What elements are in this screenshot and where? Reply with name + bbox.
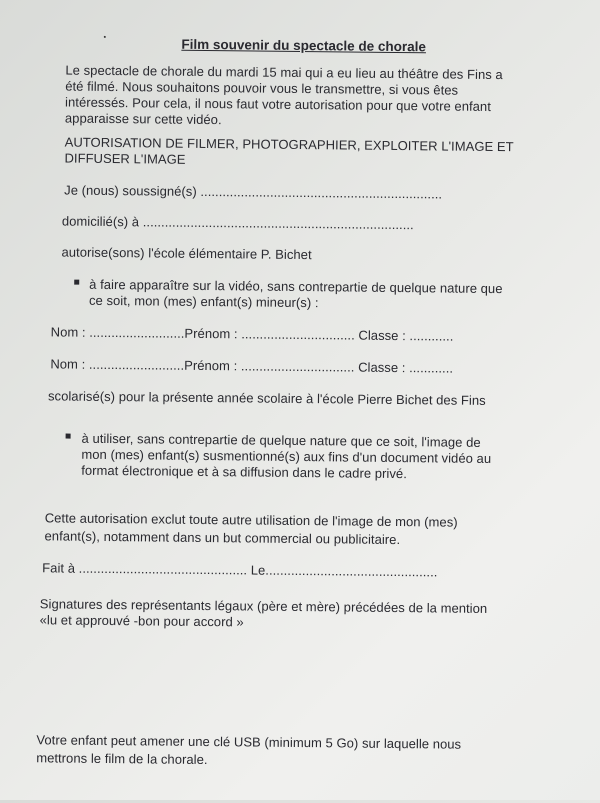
authorization-heading-2: DIFFUSER L'IMAGE: [64, 150, 186, 167]
child-line-1: Nom : ..........................Prénom : ............................... Classe : ............: [50, 324, 454, 344]
bullet1-line-2: ce soit, mon (mes) enfant(s) mineur(s) :: [88, 292, 319, 311]
bullet2-line-3: format électronique et à sa diffusion dans le cadre privé.: [81, 462, 408, 482]
signatures-line-2: «lu et approuvé -bon pour accord »: [39, 612, 244, 630]
bullet2-line-1: à utiliser, sans contrepartie de quelque nature que ce soit, l'image de: [81, 430, 481, 450]
child-line-2: Nom : ..........................Prénom : ............................... Classe : ............: [50, 356, 454, 376]
usb-note-line-1: Votre enfant peut amener une clé USB (minimum 5 Go) sur laquelle nous: [36, 732, 462, 752]
authorize-statement: autorise(sons) l'école élémentaire P. Bichet: [61, 244, 312, 263]
bullet-marker: [66, 434, 71, 439]
authorization-heading-1: AUTORISATION DE FILMER, PHOTOGRAPHIER, EXPLOITER L'IMAGE ET: [64, 134, 514, 155]
done-at-field: Fait à .............................................. Le...............................................: [42, 560, 438, 580]
intro-line-1: Le spectacle de chorale du mardi 15 mai qui a eu lieu au théâtre des Fins a: [65, 62, 503, 83]
intro-line-3: intéressés. Pour cela, il nous faut votre autorisation pour que votre enfant: [65, 94, 491, 114]
exclusion-line-2: enfant(s), notamment dans un but commercial ou publicitaire.: [44, 528, 401, 548]
signatures-line-1: Signatures des représentants légaux (père et mère) précédées de la mention: [39, 596, 488, 616]
exclusion-line-1: Cette autorisation exclut toute autre utilisation de l'image de mon (mes): [44, 510, 458, 530]
intro-line-4: apparaisse sur cette vidéo.: [64, 110, 222, 128]
usb-note-line-2: mettrons le film de la chorale.: [36, 750, 208, 768]
undersigned-field: Je (nous) soussigné(s) ..................................................................: [64, 182, 443, 202]
schooled-statement: scolarisé(s) pour la présente année scolaire à l'école Pierre Bichet des Fins: [47, 388, 486, 408]
document-title: Film souvenir du spectacle de chorale: [181, 36, 427, 55]
domicile-field: domicilié(s) à ..........................................................................: [61, 213, 414, 233]
intro-line-2: été filmé. Nous souhaitons pouvoir vous le transmettre, si vous êtes: [65, 78, 459, 98]
bullet-marker: [74, 280, 79, 285]
bullet2-line-2: mon (mes) enfant(s) susmentionné(s) aux fins d'un document vidéo au: [81, 446, 492, 467]
bullet1-line-1: à faire apparaître sur la vidéo, sans contrepartie de quelque nature que: [89, 276, 503, 297]
